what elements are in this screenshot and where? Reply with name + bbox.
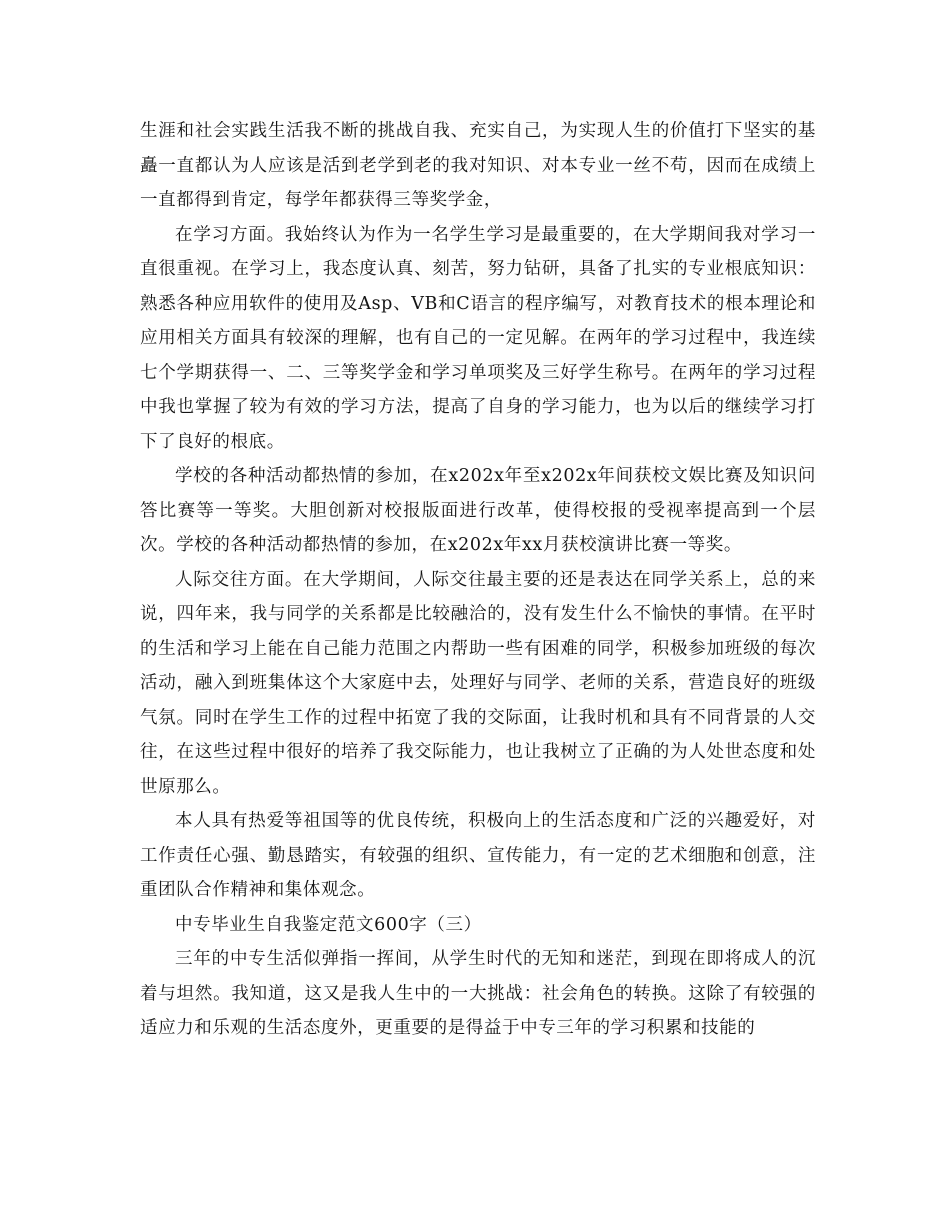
paragraph-interpersonal: 人际交往方面。在大学期间，人际交往最主要的还是表达在同学关系上，总的来说，四年来，我与同学的关系都是比较融洽的，没有发生什么不愉快的事情。在平时的生活和学习上能在自己能力范围之内帮助一些有困难的同学，积极参加班级的每次活动，融入到班集体这个大家庭中去，处理好与同学、老师的关系，营造良好的班级气氛。同时在学生工作的过程中拓宽了我的交际面，让我时机和具有不同背景的人交往，在这些过程中很好的培养了我交际能力，也让我树立了正确的为人处世态度和处世原那么。 <box>140 569 816 797</box>
document-body <box>140 114 816 1046</box>
paragraph-study: 在学习方面。我始终认为作为一名学生学习是最重要的，在大学期间我对学习一直很重视。在学习上，我态度认真、刻苦，努力钻研，具备了扎实的专业根底知识：熟悉各种应用软件的使用及Asp、VB和C语言的程序编写，对教育技术的根本理论和应用相关方面具有较深的理解，也有自己的一定见解。在两年的学习过程中，我连续七个学期获得一、二、三等奖学金和学习单项奖及三好学生称号。在两年的学习过程中我也掌握了较为有效的学习方法，提高了自身的学习能力，也为以后的继续学习打下了良好的根底。 <box>140 224 816 452</box>
section-heading: 中专毕业生自我鉴定范文600字（三） <box>175 914 482 935</box>
paragraph-continuation: 生涯和社会实践生活我不断的挑战自我、充实自己，为实现人生的价值打下坚实的基矗一直都认为人应该是活到老学到老的我对知识、对本专业一丝不苟，因而在成绩上一直都得到肯定，每学年都获得三等奖学金， <box>140 121 816 210</box>
paragraph-activities: 学校的各种活动都热情的参加，在x202x年至x202x年间获校文娱比赛及知识问答比赛等一等奖。大胆创新对校报版面进行改革，使得校报的受视率提高到一个层次。学校的各种活动都热情的参加，在x202x年xx月获校演讲比赛一等奖。 <box>140 466 816 555</box>
paragraph-vocational-intro: 三年的中专生活似弹指一挥间，从学生时代的无知和迷茫，到现在即将成人的沉着与坦然。我知道，这又是我人生中的一大挑战：社会角色的转换。这除了有较强的适应力和乐观的生活态度外，更重要的是得益于中专三年的学习积累和技能的 <box>140 949 816 1038</box>
paragraph-character: 本人具有热爱等祖国等的优良传统，积极向上的生活态度和广泛的兴趣爱好，对工作责任心强、勤恳踏实，有较强的组织、宣传能力，有一定的艺术细胞和创意，注重团队合作精神和集体观念。 <box>140 811 816 900</box>
